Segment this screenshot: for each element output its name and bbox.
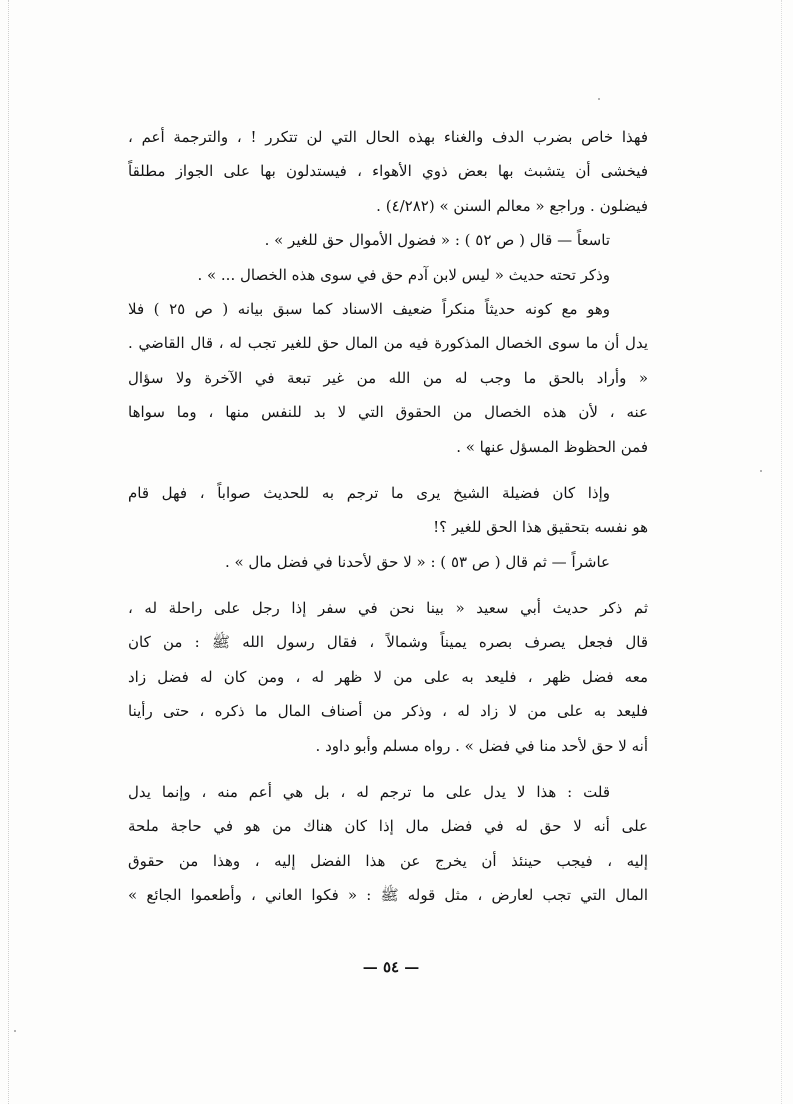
- text-line: قال فجعل يصرف بصره يميناً وشمالاً ، فقال رسول الله ﷺ : من كان: [128, 633, 648, 652]
- text-line: فيضلون . وراجع « معالم السنن » (٤/٢٨٢) .: [376, 196, 648, 215]
- text-line: فيخشى أن يتشبث بها بعض ذوي الأهواء ، فيستدلون بها على الجواز مطلقاً: [128, 162, 648, 181]
- text-line: قلت : هذا لا يدل على ما ترجم له ، بل هي أعم منه ، وإنما يدل: [128, 783, 610, 802]
- text-line: ثم ذكر حديث أبي سعيد « بينا نحن في سفر إذا رجل على راحلة له ،: [128, 599, 648, 618]
- scan-speck: [14, 1030, 16, 1032]
- text-line: وإذا كان فضيلة الشيخ يرى ما ترجم به للحديث صواباً ، فهل قام: [128, 483, 610, 502]
- scan-speck: [598, 98, 600, 100]
- text-line: تاسعاً — قال ( ص ٥٢ ) : « فضول الأموال حق للغير » .: [264, 231, 610, 250]
- text-line: أنه لا حق لأحد منا في فضل » . رواه مسلم وأبو داود .: [315, 736, 648, 755]
- text-line: وهو مع كونه حديثاً منكراً ضعيف الاسناد كما سبق بيانه ( ص ٢٥ ) فلا: [128, 299, 610, 318]
- text-line: وذكر تحته حديث « ليس لابن آدم حق في سوى هذه الخصال ... » .: [197, 265, 610, 284]
- text-line: على أنه لا حق له في فضل مال إذا كان هناك من هو في حاجة ملحة: [128, 817, 648, 836]
- text-line: إليه ، فيجب حينئذ أن يخرج عن هذا الفضل إليه ، وهذا من حقوق: [128, 851, 648, 870]
- paragraph-gap: [128, 579, 648, 591]
- paragraph-gap: [128, 763, 648, 775]
- page-number: — ٥٤ —: [362, 958, 420, 976]
- text-line: فمن الحظوظ المسؤل عنها » .: [456, 437, 648, 456]
- paragraph-gap: [128, 464, 648, 476]
- text-line: « وأراد بالحق ما وجب له من الله من غير تبعة في الآخرة ولا سؤال: [128, 368, 648, 387]
- text-line: معه فضل ظهر ، فليعد به على من لا ظهر له ، ومن كان له فضل زاد: [128, 667, 648, 686]
- text-line: عاشراً — ثم قال ( ص ٥٣ ) : « لا حق لأحدنا في فضل مال » .: [224, 552, 610, 571]
- body-text: [128, 120, 648, 913]
- text-line: يدل أن ما سوى الخصال المذكورة فيه من المال حق للغير تجب له ، قال القاضي .: [128, 334, 648, 353]
- scan-speck: [760, 470, 762, 472]
- scan-edge-right: [781, 0, 783, 1104]
- text-line: عنه ، لأن هذه الخصال من الحقوق التي لا بد للنفس منها ، وما سواها: [128, 403, 648, 422]
- text-line: فهذا خاص بضرب الدف والغناء بهذه الحال التي لن تتكرر ! ، والترجمة أعم ،: [128, 128, 648, 146]
- text-line: هو نفسه بتحقيق هذا الحق للغير ؟!: [433, 518, 648, 537]
- text-line: فليعد به على من لا زاد له ، وذكر من أصناف المال ما ذكره ، حتى رأينا: [128, 702, 648, 721]
- scan-edge-left: [8, 0, 10, 1104]
- text-line: المال التي تجب لعارض ، مثل قوله ﷺ : « فكوا العاني ، وأطعموا الجائع »: [128, 886, 648, 905]
